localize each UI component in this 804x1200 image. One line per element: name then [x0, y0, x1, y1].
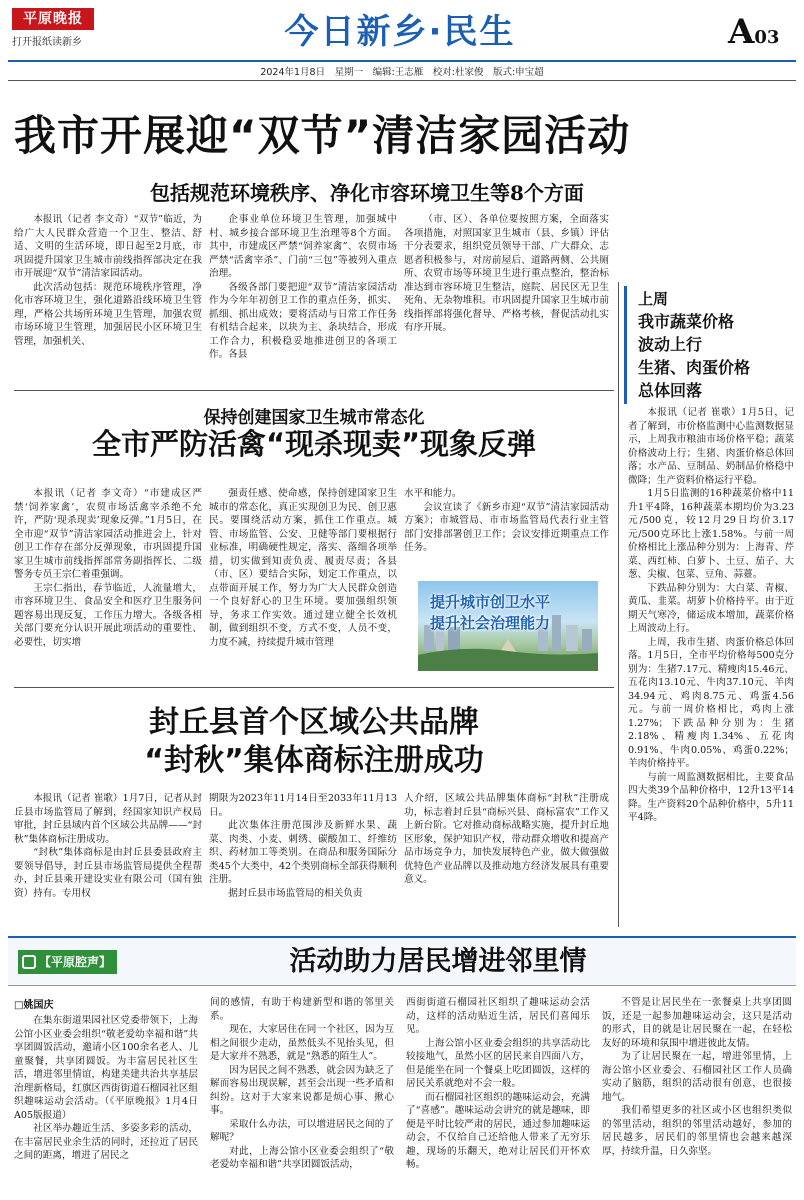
- article4-paragraph: 间的感情，有助于构建新型和谐的邻里关系。: [210, 997, 394, 1022]
- sidebar-headline-line: 总体回落: [638, 381, 703, 400]
- article2-headline: 全市严防活禽“现杀现卖”现象反弹: [91, 427, 537, 461]
- article2-paragraph: 本报讯（记者 李文奇）“市建成区严禁‘饲养家禽’，农贸市场活禽宰杀绝不允许，严防‘现杀现卖’现象反弹。”1月5日，在全市迎“双节”清洁家园活动推进会上，针对创卫工作存在部分反弹现象，市巩固提升国家卫生城市前线指挥部常务副指挥长、二级警务专员王宗仁着重强调。: [14, 488, 202, 580]
- article4-paragraph: 社区举办趣近生活、多姿多彩的活动，在丰富居民业余生活的同时，还拉近了居民之间的距离，增进了居民之: [14, 1123, 198, 1161]
- commentary-banner: [8, 936, 796, 986]
- article2-paragraph: 王宗仁指出，春节临近，人流量增大，市容环境卫生、食品安全和医疗卫生服务问题容易出现反复，工作压力增大。各级各相关部门要充分认识开展此项活动的重要性、必要性，切实增: [14, 582, 202, 648]
- article2-rule: [14, 687, 614, 688]
- sidebar-paragraph: 下跌品种分别为：大白菜、青椒、黄瓜、韭菜。胡萝卜价格持平。由于近期天气寒冷，储运成本增加，蔬菜价格上周波动上行。: [628, 582, 794, 634]
- article4-col-4: [602, 996, 792, 1194]
- article4-paragraph: 不管是让居民坐在一张餐桌上共享团圆饭，还是一起参加趣味运动会，这只是活动的形式，目的就是让居民聚在一起，在轻松友好的环境和氛围中增进彼此友情。: [602, 997, 792, 1049]
- article1-rule: [14, 390, 614, 391]
- article3-paragraph: 此次集体注册范围涉及新鲜水果、蔬菜、肉类、小麦、刺绣、碳酸加工、纤维纺织、药材加工等类别。在商品和服务国际分类45个大类中，42个类别商标全部获得顺利注册。: [209, 820, 397, 885]
- article1-headline: 我市开展迎“双节”清洁家园活动: [14, 111, 631, 160]
- article4-col-3: [406, 996, 590, 1194]
- article2-col-3: [404, 487, 609, 567]
- article3-paragraph: “封秋”集体商标是由封丘县委县政府主要领导倡导，封丘县市场监管局提供全程帮办，封丘县乘开建设实业有限公司（国有独资）持有。专用权: [14, 847, 202, 899]
- photo-caption-line2: 提升社会治理能力: [430, 614, 551, 632]
- article4-paragraph: 采取什么办法，可以增进居民之间的了解呢？: [210, 1118, 394, 1143]
- sidebar-paragraph: 本报讯（记者 崔歌）1月5日，记者了解到，市价格监测中心监测数据显示，上周我市粮油市场价格平稳；蔬菜价格波动上行；生猪、肉蛋价格总体回落；水产品、豆制品、奶制品价格稳中微降；生产资料价格运行平稳。: [628, 407, 794, 486]
- article1-paragraph: 企事业单位环境卫生管理，加强城中村、城乡接合部环境卫生治理等8个方面。其中，市建成区严禁“饲养家禽”、农贸市场严禁“活禽宰杀”、门前“三包”等被列入重点治理。: [209, 214, 397, 279]
- dateline: 2024年1月8日 星期一 编辑:王志雁 校对:杜家俊 版式:申宝超: [260, 67, 544, 78]
- page-number: [728, 12, 779, 52]
- article3-headline-line1: 封丘县首个区域公共品牌: [149, 705, 479, 740]
- article1-col-2: [209, 213, 397, 378]
- article3-headline-line2: “封秋”集体商标注册成功: [144, 743, 484, 778]
- sidebar-divider: [618, 282, 619, 927]
- page-letter: A: [728, 12, 755, 52]
- article3-paragraph: 本报讯（记者 崔歌）1月7日，记者从封丘县市场监管局了解到，经国家知识产权局审批，封丘县域内首个区域公共品牌——“封秋”集体商标注册成功。: [14, 793, 202, 845]
- city-photo: [418, 581, 598, 671]
- sidebar-headline-line: 我市蔬菜价格: [638, 312, 735, 331]
- article4-paragraph: 而石榴园社区组织的趣味运动会，充满了“喜感”。趣味运动会讲究的就是趣味，即便是平时比较严肃的居民，通过参加趣味运动会，不仅给自己还给他人带来了无穷乐趣，现场的乐翻天，绝对让居民们开怀欢畅。: [406, 1091, 590, 1170]
- sidebar-paragraph: 与前一周监测数据相比，主要食品四大类39个品种价格中，12升13平14降。生产资料20个品种价格中，5升11平4降。: [628, 771, 794, 823]
- article1-paragraph: 此次活动包括：规范环境秩序管理，净化市容环境卫生，强化道路沿线环境卫生管理，严格公共场所环境卫生管理，加强农贸市场环境卫生管理，加强居民小区环境卫生管理，加强机关、: [14, 281, 202, 347]
- article2-kicker: 保持创建国家卫生城市常态化: [203, 408, 425, 428]
- article1-paragraph: 各级各部门要把迎“双节”清洁家园活动作为今年年初创卫工作的重点任务，抓实、抓细、抓出成效；要将活动与日常工作任务有机结合起来，以块为主、条块结合，形成工作合力，积极稳妥地推进创卫的各项工作。各县: [209, 281, 397, 360]
- section-title: 今日新乡·民生: [284, 12, 516, 52]
- article4-paragraph: 西街街道石榴园社区组织了趣味运动会活动，这样的活动贴近生活，居民们喜闻乐见。: [406, 997, 590, 1035]
- article4-paragraph: 因为居民之间不熟悉，就会因为缺乏了解而容易出现误解，甚至会出现一些矛盾和纠纷。这对于大家来说都是烦心事、揪心事。: [210, 1064, 394, 1116]
- photo-caption-line1: 提升城市创卫水平: [430, 593, 551, 611]
- article3-paragraph: 期限为2023年11月14日至2033年11月13日。: [209, 793, 397, 818]
- column-tag-label: 【平原腔声】: [39, 955, 112, 969]
- speech-bubble-icon: [22, 955, 36, 969]
- article4-headline: 活动助力居民增进邻里情: [289, 946, 587, 977]
- sidebar-kicker: 上周: [638, 290, 669, 308]
- article2-paragraph: 强责任感、使命感，保持创建国家卫生城市的常态化，真正实现创卫为民、创卫惠民。要围绕活动方案，抓住工作重点。城管、市场监管、公安、卫健等部门要根据行业标准，明确硬性规定，落实、落细各项举措，切实做到知责负责、履责尽责；各县（市、区）要结合实际，划定工作重点，以点带面开展工作，努力为广大人民群众创造一个良好舒心的卫生环境。要加强组织领导，务求工作实效。通过建立健全长效机制，做到组织不变，方式不变，人员不变，力度不减，持续提升城市管理: [209, 488, 397, 648]
- article1-paragraph: （市、区）、各单位要按照方案，全面落实各项措施，对照国家卫生城市（县、乡镇）评估干分表要求，组织党员领导干部、广大群众、志愿者积极参与，对房前屋后、道路两侧、公共厕所、农贸市场等环境卫生进行重点整治，整治标准达到市容环境卫生整洁，庭院、居民区无卫生死角、无杂物堆积。市巩固提升国家卫生城市前线指挥部将强化督导、严格考核，督促活动扎实有序开展。: [404, 214, 609, 333]
- sidebar-body: [628, 406, 794, 920]
- sidebar-headline: [638, 310, 794, 402]
- article4-col-1: [14, 1014, 198, 1194]
- article4-paragraph: 在集东街道果园社区党委带领下，上海公馆小区业委会组织“敬老爱幼幸福和谐”共享团圆饭活动，邀请小区100余名老人、儿童聚餐，共享团圆饭。为丰富居民社区生活，增进邻里情谊，构建美建共治共享基层治理新格局，红旗区西街街道石榴园社区组织趣味运动会活动。（《平原晚报》1月4日A05版报道）: [14, 1015, 198, 1121]
- article1-paragraph: 本报讯（记者 李文奇）“双节”临近，为给广大人民群众营造一个卫生、整洁、舒适、文明的生活环境，即日起至2月底，市巩固提升国家卫生城市前线指挥部决定在我市开展迎“双节”清洁家园活动。: [14, 214, 202, 279]
- masthead-rule: [8, 60, 796, 62]
- article1-subheadline: 包括规范环境秩序、净化市容环境卫生等8个方面: [150, 181, 584, 205]
- dateline-rule: [8, 80, 796, 81]
- article3-paragraph: 据封丘县市场监管局的相关负责: [228, 887, 363, 899]
- column-tag: [18, 950, 117, 974]
- article1-col-3: [404, 213, 609, 378]
- article2-col-2: [209, 487, 397, 679]
- sidebar-headline-line: 波动上行: [638, 335, 703, 354]
- sidebar-accent-bar: [624, 286, 627, 404]
- article4-paragraph: 对此，上海公馆小区业委会组织了“敬老爱幼幸福和谐”共享团圆饭活动，: [210, 1145, 394, 1170]
- article2-paragraph: 会议宣读了《新乡市迎“双节”清洁家园活动方案》；市城管局、市市场监管局代表行业主管部门安排部署创卫工作；会议安排近期重点工作任务。: [404, 501, 609, 553]
- page-digits: 03: [754, 27, 780, 48]
- article2-col-1: [14, 487, 202, 679]
- article3-col-2: [209, 792, 397, 922]
- sidebar-paragraph: 1月5日监测的16种蔬菜价格中11升1平4降，16种蔬菜本期均价为3.23元/500克，较12月29日均价3.17元/500克环比上涨1.58%。与前一周价格相比上涨品种分别为：上海青、芹菜、西红柿、白萝卜、土豆、茄子、大葱、尖椒、包菜、豆角、蒜薹。: [628, 488, 794, 580]
- article4-paragraph: 现在，大家居住在同一个社区，因为互相之间很少走动，虽然低头不见抬头见，但是大家并不熟悉，就是“熟悉的陌生人”。: [210, 1024, 394, 1062]
- article4-paragraph: 上海公馆小区业委会组织的共享活动比较接地气，虽然小区的居民来自四面八方，但是能坐在同一个餐桌上吃团圆饭，这样的居民关系就绝对不会一般。: [406, 1037, 590, 1089]
- article4-byline: □姚国庆: [14, 1000, 54, 1011]
- article4-paragraph: 我们希望更多的社区或小区也组织类似的邻里活动，组织的邻里活动越好，参加的居民越多，居民们的邻里情也会越来越深厚，持续升温，日久弥坚。: [602, 1105, 792, 1157]
- article2-paragraph: 水平和能力。: [404, 488, 462, 499]
- sidebar-box: [624, 286, 796, 924]
- article1-col-1: [14, 213, 202, 378]
- masthead: [0, 0, 804, 78]
- article4-paragraph: 为了让居民聚在一起，增进邻里情，上海公馆小区业委会、石榴园社区工作人员确实动了脑筋，组织的活动很有创意，也很接地气。: [602, 1051, 792, 1103]
- sidebar-headline-line: 生猪、肉蛋价格: [638, 358, 751, 377]
- sidebar-paragraph: 上周，我市生猪、肉蛋价格总体回落。1月5日，全市平均价格每500克分别为：生猪7.17元、精瘦肉15.46元、五花肉13.10元、牛肉37.10元、羊肉34.94元、鸡肉8.75元、鸡蛋4.56元。与前一周价格相比，鸡肉上涨1.27%；下跌品种分别为：生猪2.18%、精瘦肉1.34%、五花肉0.91%、牛肉0.05%、鸡蛋0.22%；羊肉价格持平。: [628, 636, 794, 769]
- paper-logo: 平原晚报: [12, 8, 94, 30]
- article3-paragraph: 人介绍，区域公共品牌集体商标“封秋”注册成功，标志着封丘县“商标兴县、商标富农”工作又上新台阶。它对推动商标战略实施，提升封丘地区形象，保护知识产权，带动群众增收和提高产品市场竞争力，加快发展特色产业，做大做强做优特色产业品牌以及推动地方经济发展具有重要意义。: [404, 793, 609, 885]
- article3-col-3: [404, 792, 609, 922]
- slogan: 打开报纸读新乡: [12, 37, 82, 48]
- article4-col-2: [210, 996, 394, 1194]
- article3-col-1: [14, 792, 202, 922]
